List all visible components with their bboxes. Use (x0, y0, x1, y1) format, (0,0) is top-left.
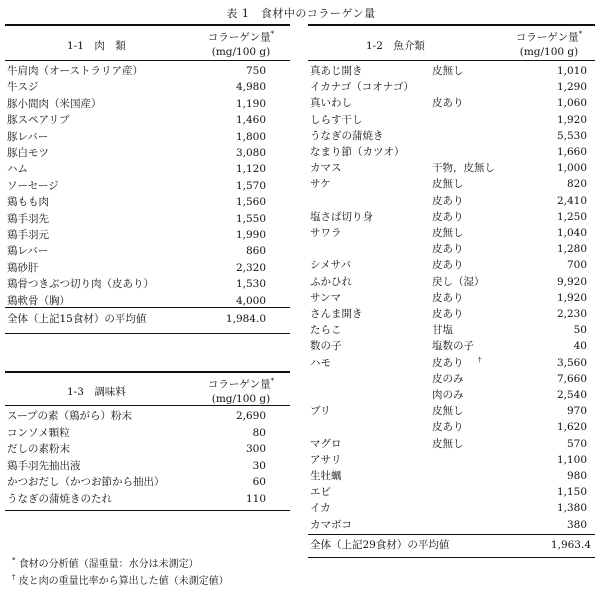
item-note: 皮あり (432, 243, 464, 256)
item-value: 50 (573, 324, 587, 337)
header-rule (308, 60, 595, 61)
item-value: 40 (573, 340, 587, 353)
seasoning-value-header: コラーゲン量* (mg/100 g) (207, 377, 275, 405)
summary-value: 1,963.4 (550, 539, 591, 551)
summary-rule (308, 534, 595, 535)
table-row (5, 408, 290, 425)
table-row (308, 468, 595, 485)
table-row (5, 491, 290, 508)
item-name: うなぎの蒲焼き (310, 129, 384, 142)
table-row (308, 500, 595, 517)
item-name: しらす干し (310, 113, 363, 126)
table-row (308, 193, 595, 210)
table-row (5, 276, 290, 293)
item-name: サンマ (310, 291, 341, 304)
item-name: 数の子 (310, 340, 342, 353)
item-value: 80 (252, 426, 266, 439)
table-row (5, 243, 290, 260)
item-value: 1,000 (556, 162, 587, 175)
item-note: 皮無し (432, 227, 464, 239)
table-row (5, 145, 290, 162)
top-rule (5, 371, 290, 373)
table-row (308, 484, 595, 501)
table-row (308, 128, 595, 145)
table-row (5, 458, 290, 475)
item-value: 1,120 (235, 163, 266, 176)
item-name: 鶏砂肝 (7, 261, 39, 274)
item-name: 鶏もも肉 (7, 196, 49, 209)
table-row (308, 79, 595, 96)
dagger-mark: † (478, 355, 482, 364)
item-name: ハム (7, 163, 28, 176)
item-value: 860 (245, 245, 266, 258)
item-value: 1,800 (235, 130, 266, 143)
header-rule (5, 405, 290, 406)
item-value: 1,660 (556, 146, 587, 158)
item-value: 300 (245, 443, 266, 456)
item-name: 鶏手羽先抽出液 (7, 459, 81, 472)
item-name: エビ (310, 486, 331, 499)
item-name: 鶏手羽先 (7, 212, 49, 225)
item-value: 980 (566, 470, 587, 482)
table-row (308, 419, 595, 436)
footnote-dagger: † 皮と肉の重量比率から算出した値（未測定値） (12, 573, 229, 587)
item-note: 甘塩 (432, 324, 453, 337)
table-row (308, 436, 595, 453)
meat-summary-row (5, 311, 290, 328)
item-name: たらこ (310, 324, 342, 337)
item-name: なまり節（カツオ） (310, 146, 405, 158)
item-value: 110 (245, 493, 266, 505)
item-value: 7,660 (556, 372, 587, 385)
item-value: 1,290 (556, 81, 587, 94)
summary-label: 全体（上記15食材）の平均値 (7, 313, 147, 325)
item-value: 1,530 (235, 278, 266, 291)
item-note: 戻し（湿） (432, 275, 485, 288)
item-note: 皮無し (432, 178, 464, 191)
item-name: コンソメ顆粒 (7, 426, 70, 439)
item-name: イカ (310, 502, 331, 515)
table-row (308, 112, 595, 129)
item-value: 1,010 (556, 65, 587, 77)
item-note: 皮無し (432, 437, 464, 450)
table-row (308, 209, 595, 226)
meat-table-title: 1-1 肉 類 (67, 40, 126, 52)
item-value: 30 (252, 459, 266, 472)
table-row (5, 425, 290, 442)
seasoning-table-title: 1-3 調味料 (67, 386, 126, 398)
table-row (308, 290, 595, 307)
top-rule (5, 24, 290, 26)
item-value: 60 (252, 476, 266, 489)
item-value: 700 (566, 259, 587, 272)
item-value: 970 (566, 405, 587, 418)
item-value: 3,080 (235, 147, 266, 159)
table-row (308, 452, 595, 469)
item-value: 2,410 (556, 194, 587, 207)
table-row (308, 257, 595, 274)
item-value: 1,550 (235, 212, 266, 225)
item-value: 2,540 (556, 389, 587, 401)
item-value: 1,250 (556, 210, 587, 223)
item-name: 生牡蠣 (310, 470, 342, 482)
item-name: イカナゴ（コオナゴ） (310, 81, 414, 94)
item-value: 1,990 (235, 229, 266, 241)
item-value: 1,620 (556, 421, 587, 434)
meat-value-header: コラーゲン量* (mg/100 g) (207, 30, 275, 58)
seasoning-table (5, 371, 290, 511)
item-name: さんま開き (310, 308, 363, 320)
item-name: 牛スジ (7, 81, 39, 94)
table-row (308, 517, 595, 534)
table-row (308, 371, 595, 388)
item-note: 干物，皮無し (432, 162, 495, 175)
item-name: 豚スペアリブ (7, 114, 70, 127)
item-note: 皮無し (432, 65, 464, 77)
table-row (5, 474, 290, 491)
table-row (308, 160, 595, 177)
summary-value: 1,984.0 (225, 313, 266, 325)
item-name: ふかひれ (310, 275, 352, 288)
table-row (5, 178, 290, 195)
table-row (5, 227, 290, 244)
table-row (308, 338, 595, 355)
item-note: 塩数の子 (432, 340, 474, 353)
item-name: 真あじ開き (310, 65, 363, 77)
table-row (308, 403, 595, 420)
table-row (308, 387, 595, 404)
item-name: アサリ (310, 453, 342, 466)
item-note: 皮あり (432, 356, 464, 369)
item-note: 皮あり (432, 421, 464, 434)
meat-table (5, 24, 290, 334)
item-value: 1,100 (556, 453, 587, 466)
item-value: 1,060 (556, 97, 587, 110)
table-row (308, 306, 595, 323)
table-row (5, 112, 290, 129)
item-note: 肉のみ (432, 389, 464, 401)
seafood-value-header: コラーゲン量* (mg/100 g) (515, 30, 583, 58)
table-row (308, 355, 595, 372)
table-row (5, 161, 290, 178)
table-row (5, 79, 290, 96)
item-value: 3,560 (556, 356, 587, 369)
item-name: 牛肩肉（オーストラリア産） (7, 65, 143, 77)
item-name: 豚レバー (7, 130, 49, 143)
item-name: シメサバ (310, 259, 352, 272)
item-value: 2,320 (235, 261, 266, 274)
item-name: ハモ (310, 356, 331, 369)
table-row (308, 176, 595, 193)
summary-label: 全体（上記29食材）の平均値 (310, 539, 450, 551)
item-name: マグロ (310, 437, 342, 450)
item-name: スープの素（鶏がら）粉末 (7, 410, 132, 422)
item-value: 1,560 (235, 196, 266, 209)
table-row (5, 441, 290, 458)
item-value: 1,380 (556, 502, 587, 515)
footnote-asterisk: * 食材の分析値（湿重量：水分は未測定） (12, 556, 199, 570)
bottom-rule (5, 510, 290, 511)
item-name: うなぎの蒲焼きのたれ (7, 493, 112, 505)
item-name: 真いわし (310, 97, 352, 110)
seafood-summary-row (308, 537, 595, 554)
top-rule (308, 24, 595, 26)
item-name: カマス (310, 162, 342, 175)
table-row (308, 241, 595, 258)
item-value: 1,190 (235, 97, 266, 110)
item-name: サケ (310, 178, 331, 191)
table-row (5, 211, 290, 228)
item-name: だしの素粉末 (7, 443, 70, 456)
item-value: 1,920 (556, 113, 587, 126)
item-name: 豚小間肉（米国産） (7, 97, 102, 110)
item-value: 820 (566, 178, 587, 191)
item-value: 570 (566, 437, 587, 450)
seafood-table-title: 1-2 魚介類 (366, 40, 425, 52)
item-name: 鶏手羽元 (7, 229, 49, 241)
item-note: 皮のみ (432, 372, 464, 385)
item-name: 鶏骨つきぶつ切り肉（皮あり） (7, 278, 154, 291)
item-value: 2,230 (556, 308, 587, 320)
item-name: 豚白モツ (7, 147, 49, 159)
item-value: 750 (245, 65, 266, 77)
table-row (308, 274, 595, 291)
item-name: カマボコ (310, 518, 352, 531)
item-value: 5,530 (556, 129, 587, 142)
item-value: 9,920 (556, 275, 587, 288)
table-row (308, 225, 595, 242)
item-name: 鶏軟骨（胸） (7, 294, 70, 307)
item-name: サワラ (310, 227, 342, 239)
table-row (5, 194, 290, 211)
table-row (5, 96, 290, 113)
header-rule (5, 60, 290, 61)
item-note: 皮あり (432, 259, 464, 272)
table-row (5, 63, 290, 80)
item-name: 鶏レバー (7, 245, 49, 258)
bottom-rule (5, 333, 290, 334)
item-value: 1,280 (556, 243, 587, 256)
item-note: 皮あり (432, 308, 464, 320)
table-row (308, 144, 595, 161)
item-value: 1,460 (235, 114, 266, 127)
item-note: 皮無し (432, 405, 464, 418)
item-note: 皮あり (432, 97, 464, 110)
table-caption: 表 1 食材中のコラーゲン量 (226, 7, 376, 20)
item-value: 1,040 (556, 227, 587, 239)
bottom-rule (308, 557, 595, 558)
item-value: 380 (566, 518, 587, 531)
seafood-table (308, 24, 595, 558)
table-row (5, 260, 290, 277)
table-row (308, 95, 595, 112)
item-name: 塩さば切り身 (310, 210, 373, 223)
table-row (308, 322, 595, 339)
item-value: 2,690 (235, 410, 266, 422)
item-note: 皮あり (432, 291, 464, 304)
item-name: かつおだし（かつお節から抽出） (7, 476, 165, 489)
item-value: 1,150 (556, 486, 587, 499)
summary-rule (5, 307, 290, 308)
item-value: 4,980 (235, 81, 266, 94)
item-name: ソーセージ (7, 179, 59, 192)
item-value: 1,570 (235, 179, 266, 192)
item-value: 4,000 (235, 294, 266, 307)
table-row (308, 63, 595, 80)
item-value: 1,920 (556, 291, 587, 304)
item-name: ブリ (310, 405, 331, 418)
item-note: 皮あり (432, 194, 464, 207)
table-row (5, 129, 290, 146)
item-note: 皮あり (432, 210, 464, 223)
